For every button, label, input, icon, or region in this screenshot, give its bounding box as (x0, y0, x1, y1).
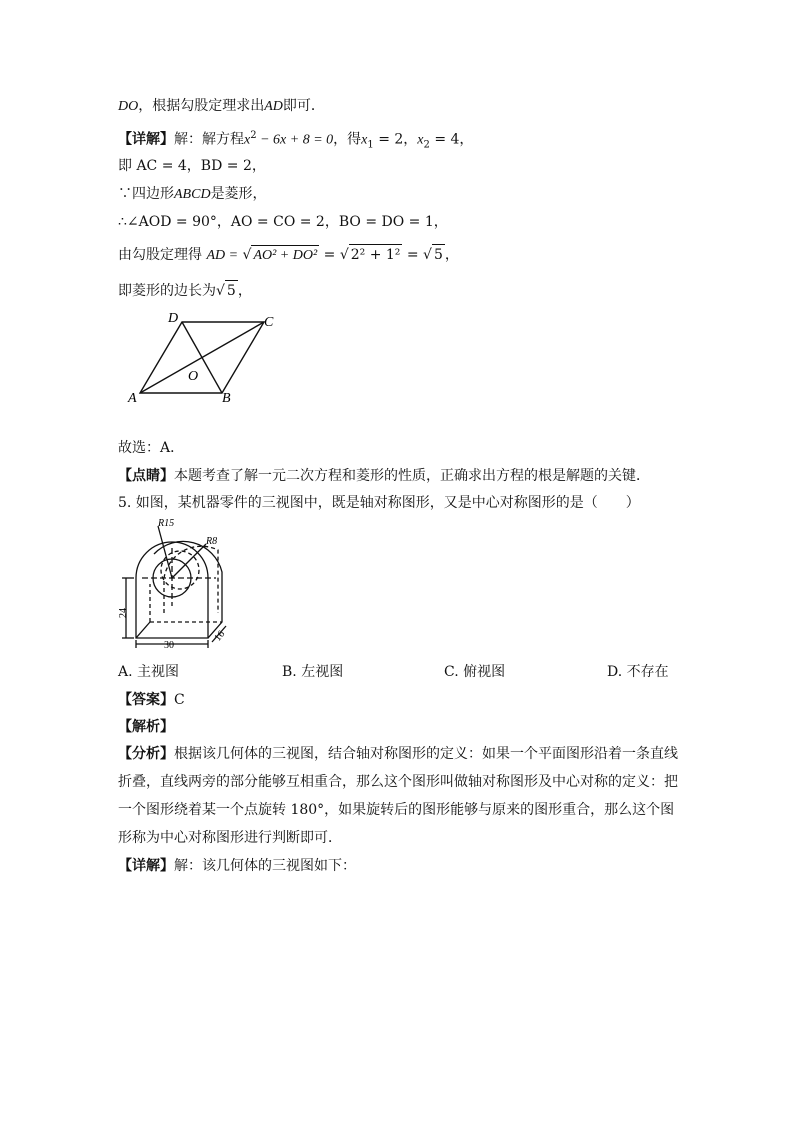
text-line-6: 由勾股定理得 AD = √ AO² + DO² = √ 2² + 1² = √ 5 ， (118, 244, 459, 266)
math-equation: − 6x + 8 = 0 (256, 132, 334, 148)
r8-leader (172, 544, 206, 578)
text-line-5: ∴∠AOD = 90°，AO = CO = 2，BO = DO = 1， (118, 214, 448, 230)
label-a: A (128, 391, 137, 406)
math-x2: x (417, 132, 424, 148)
text: 解：解方程 (174, 131, 244, 148)
question-5: 5. 如图，某机器零件的三视图中，既是轴对称图形，又是中心对称图形的是（ ） (118, 495, 640, 511)
text-line-8: 故选：A． (118, 440, 185, 456)
option-c[interactable]: C. 俯视图 (444, 664, 506, 680)
math-x1: x (361, 132, 368, 148)
text: 即可． (282, 98, 325, 114)
analysis-line-4: 形称为中心对称图形进行判断即可． (118, 830, 342, 846)
analysis-line-3: 一个图形绕着某一个点旋转 180°，如果旋转后的图形能够与原来的图形重合，那么这个图 (118, 802, 675, 818)
radical-side: 5 (225, 280, 238, 301)
answer-line (118, 690, 185, 710)
radical-5: 5 (432, 244, 445, 265)
label-r15: R15 (158, 518, 175, 529)
analysis-line-1: 【分析】根据该几何体的三视图，结合轴对称图形的定义：如果一个平面图形沿着一条直线 (118, 746, 678, 762)
label-24: 24 (118, 608, 129, 618)
math-ad: AD (264, 99, 283, 114)
text-line-9: 【点睛】本题考查了解一元二次方程和菱形的性质，正确求出方程的根是解题的关键． (118, 468, 650, 484)
option-d[interactable]: D. 不存在 (607, 664, 669, 680)
section-tag-fenxi: 【分析】 (118, 746, 174, 762)
text: ，根据勾股定理求出 (138, 98, 265, 114)
math-x2-value: = 4， (429, 131, 474, 148)
label-30: 30 (164, 640, 174, 648)
section-tag-comment: 【点睛】 (118, 468, 174, 484)
section-tag-analysis: 【解析】 (118, 719, 174, 735)
label-o: O (188, 369, 199, 384)
label-r8: R8 (206, 536, 218, 547)
r15-leader (158, 526, 172, 578)
math-x1-value: = 2， (373, 131, 418, 148)
section-tag-answer: 【答案】 (118, 692, 174, 708)
analysis-line-2: 折叠，直线两旁的部分能够互相重合，那么这个图形叫做轴对称图形及中心对称的定义：把 (118, 774, 678, 790)
detail-line: 【详解】解：该几何体的三视图如下： (118, 858, 356, 874)
text-line-7: 即菱形的边长为√ 5 ， (118, 280, 252, 301)
machine-part-figure (118, 518, 238, 648)
section-tag-detail-2: 【详解】 (118, 858, 174, 874)
option-b[interactable]: B. 左视图 (282, 664, 344, 680)
option-a[interactable]: A. 主视图 (118, 664, 180, 680)
label-b: B (222, 391, 231, 406)
math-x: x (244, 132, 251, 148)
radical-2-1: 2² + 1² (349, 244, 403, 265)
label-c: C (264, 315, 274, 330)
text-line-1 (118, 96, 325, 117)
depth-edge-left (136, 622, 150, 638)
label-d: D (168, 311, 179, 326)
label-16: 16 (212, 628, 228, 644)
text-line-2: 【详解】解：解方程$x^2 - 6x + 8 = 0$，得$x_1 = 2$，$x_2 = 4$， (118, 130, 474, 151)
text: ，得 (333, 131, 362, 148)
text-line-3: 即 AC = 4，BD = 2， (118, 158, 266, 174)
text-line-4: ∵四边形ABCD是菱形， (118, 186, 267, 202)
math-do: DO (118, 99, 139, 114)
radical-ao-do: AO² + DO² (251, 245, 319, 266)
section-tag-detail: 【详解】 (118, 131, 174, 148)
rhombus-figure (126, 310, 286, 408)
answer-value: C (174, 692, 185, 708)
